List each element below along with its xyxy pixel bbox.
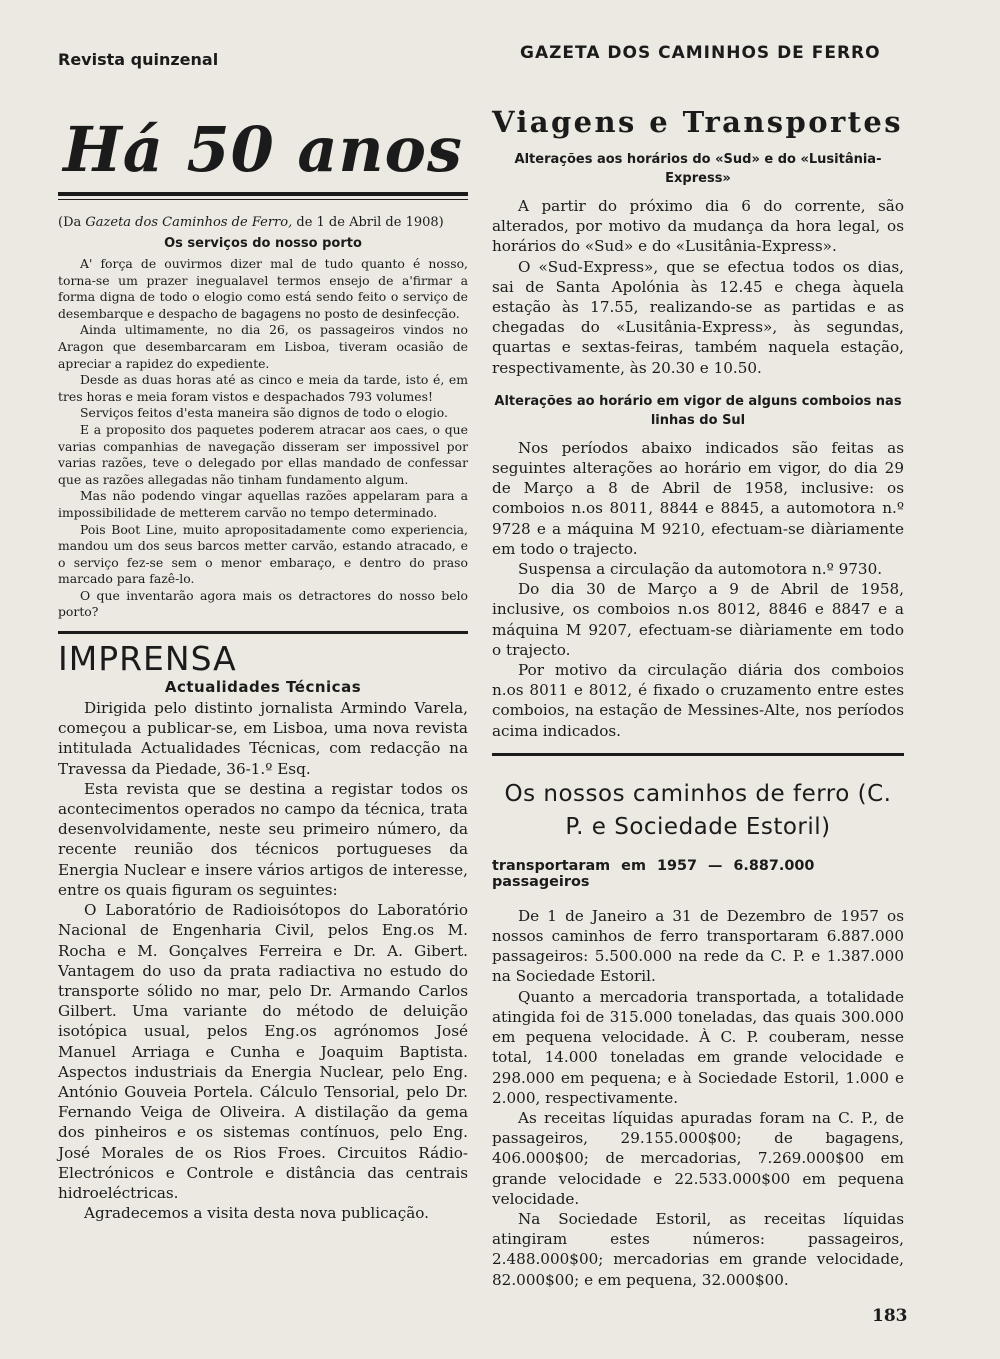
left-column <box>58 100 468 1223</box>
imprensa-title: IMPRENSA <box>58 639 237 679</box>
sul-paragraph: Suspensa a circulação da automotora n.º 9730. <box>518 560 883 579</box>
sul-paragraph: Por motivo da circulação diária dos comboios n.os 8011 e 8012, é fixado o cruzamento entre estes comboios, na estação de Messines-Alte, nos períodos acima indicados. <box>492 661 904 740</box>
sul-paragraph: Nos períodos abaixo indicados são feitas as seguintes alterações ao horário em vigor, do dia 29 de Março a 8 de Abril de 1958, inclusive: os comboios n.os 8011, 8844 e 8845, a automotora n.º 9728 e a máquina M 9210, efectuam-se diàriamente em todo o trajecto. <box>492 438 904 558</box>
porto-paragraph: A' força de ouvirmos dizer mal de tudo quanto é nosso, torna-se um prazer inegualavel termos ensejo de a'firmar a forma digna de todo o elogio como está sendo feito o serviço de desembarque e despacho de bagagens no posto de desinfecção. <box>58 256 468 321</box>
porto-paragraph: Pois Boot Line, muito apropositadamente como experiencia, mandou um dos seus barcos metter carvão, estando atracado, e o serviço fez-se sem o menor embaraço, e dentro do praso marcado para fazê-lo. <box>58 521 468 587</box>
caminhos-paragraph: As receitas líquidas apuradas foram na C. P., de passageiros, 29.155.000$00; de bagagens, 406.000$00; de mercadorias, 7.269.000$00 em grande velocidade e 22.533.000$00 em pequena velocidade. <box>492 1108 904 1208</box>
caminhos-subtitle: transportaram em 1957 — 6.887.000 passageiros <box>492 857 815 890</box>
right-column <box>492 100 904 1290</box>
sul-paragraph: Do dia 30 de Março a 9 de Abril de 1958, inclusive, os comboios n.os 8012, 8846 e 8847 e a máquina M 9207, efectuam-se diàriamente em todo o trajecto. <box>492 580 904 659</box>
imprensa-rule <box>58 631 468 634</box>
imprensa-paragraph: Dirigida pelo distinto jornalista Armindo Varela, começou a publicar-se, em Lisboa, uma nova revista intitulada Actualidades Técnicas, com redacção na Travessa da Piedade, 36-1.º Esq. <box>58 699 468 778</box>
section-divider <box>492 753 904 756</box>
caminhos-title: Os nossos caminhos de ferro (C. P. e Sociedade Estoril) <box>504 780 892 840</box>
caminhos-paragraph: Na Sociedade Estoril, as receitas líquidas atingiram estes números: passageiros, 2.488.000$00; mercadorias em grande velocidade, 82.000$00; e em pequena, 32.000$00. <box>492 1209 904 1289</box>
sud-heading: Alterações aos horários do «Sud» e do «Lusitânia-Express» <box>514 152 882 186</box>
caminhos-paragraph: De 1 de Janeiro a 31 de Dezembro de 1957 os nossos caminhos de ferro transportaram 6.887.000 passageiros: 5.500.000 na rede da C. P. e 1.387.000 na Sociedade Estoril. <box>492 906 904 986</box>
sud-paragraph: O «Sud-Express», que se efectua todos os dias, sai de Santa Apolónia às 12.45 e chega àquela estação às 17.55, realizando-se as partidas e as chegadas do «Lusitânia-Express», às segundas, quartas e sextas-feiras, também naquela estação, respectivamente, às 20.30 e 10.50. <box>492 257 904 377</box>
porto-heading: Os serviços do nosso porto <box>164 236 362 251</box>
source-citation <box>58 214 468 231</box>
title-rule <box>58 192 468 200</box>
header-left: Revista quinzenal <box>58 50 219 69</box>
porto-paragraph: Mas não podendo vingar aquellas razões appelaram para a impossibilidade de metterem carvão no tempo determinado. <box>58 488 468 520</box>
porto-paragraph: Desde as duas horas até as cinco e meia da tarde, isto é, em tres horas e meia foram vistos e despachados 793 volumes! <box>58 372 468 404</box>
sud-paragraph: A partir do próximo dia 6 do corrente, são alterados, por motivo da mudança da hora legal, os horários do «Sud» e do «Lusitânia-Express». <box>492 197 904 256</box>
imprensa-paragraph: O Laboratório de Radioisótopos do Laboratório Nacional de Engenharia Civil, pelos Eng.os M. Rocha e M. Gonçalves Ferreira e Dr. A. Gibert. Vantagem do uso da prata radiactiva no estudo do transporte sólido no mar, pelo Dr. Armando Carlos Gilbert. Uma variante do método de deluição isotópica usual, pelos Eng.os agrónomos José Manuel Arriaga e Cunha e Joaquim Baptista. Aspectos industriais da Energia Nuclear, pelo Eng. António Gouveia Portela. Cálculo Tensorial, pelo Dr. Fernando Veiga de Oliveira. A distilação da gema dos pinheiros e os sistemas contínuos, pelo Eng. José Morales de os Rios Froes. Circuitos Rádio-Electrónicos e Controle e distância das centrais hidroeléctricas. <box>58 901 468 1202</box>
porto-paragraph: Serviços feitos d'esta maneira são dignos de todo o elogio. <box>80 405 448 421</box>
viagens-title: Viagens e Transportes <box>492 105 904 139</box>
porto-paragraph: O que inventarão agora mais os detractores do nosso belo porto? <box>58 587 468 620</box>
porto-paragraph: Ainda ultimamente, no dia 26, os passageiros vindos no Aragon que desembarcaram em Lisboa, tiveram ocasião de apreciar a rapidez do expediente. <box>58 322 468 371</box>
header-right: GAZETA DOS CAMINHOS DE FERRO <box>520 43 881 63</box>
sul-heading: Alterações ao horário em vigor de alguns comboios nas linhas do Sul <box>494 393 902 428</box>
section-title-ha-50-anos: Há 50 anos <box>63 113 463 186</box>
caminhos-paragraph: Quanto a mercadoria transportada, a totalidade atingida foi de 315.000 toneladas, das quais 300.000 em pequena velocidade. À C. P. couberam, nesse total, 14.000 toneladas em grande velocidade e 298.000 em pequena; e à Sociedade Estoril, 1.000 e 2.000, respectivamente. <box>492 987 904 1107</box>
imprensa-subtitle: Actualidades Técnicas <box>164 678 362 697</box>
source-prefix: (Da <box>58 215 86 230</box>
source-publication: Gazeta dos Caminhos de Ferro, <box>85 215 293 230</box>
imprensa-paragraph: Agradecemos a visita desta nova publicação. <box>84 1204 429 1223</box>
source-suffix: de 1 de Abril de 1908) <box>292 215 444 230</box>
imprensa-paragraph: Esta revista que se destina a registar todos os acontecimentos operados no campo da técnica, trata desenvolvidamente, neste seu primeiro número, da recente reunião dos técnicos portugueses da Energia Nuclear e insere vários artigos de interesse, entre os quais figuram os seguintes: <box>58 779 468 899</box>
porto-paragraph: E a proposito dos paquetes poderem atracar aos caes, o que varias companhias de navegação disseram ser impossivel por varias razões, teve o delegado por ellas mandado de confessar que as razões allegadas não tinham fundamento algum. <box>58 421 468 487</box>
page-number: 183 <box>872 1306 908 1326</box>
